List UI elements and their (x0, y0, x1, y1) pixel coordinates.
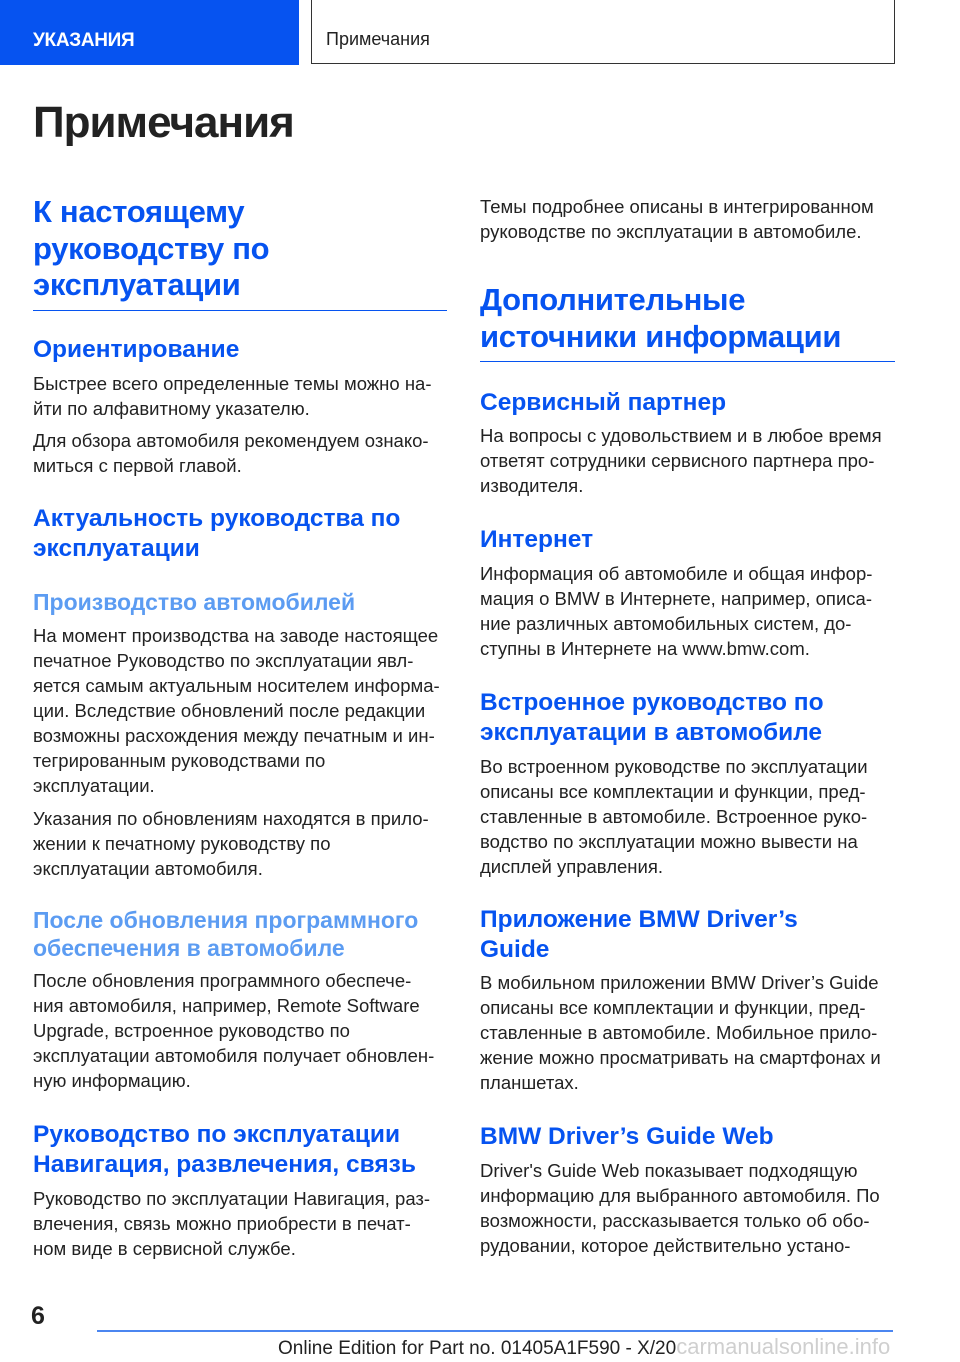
paragraph: В мобильном приложении BMW Driver’s Guide описаны все комплектации и функции, пред- ставленные в автомобиле. Мобильное прило- жение можно просматривать на смартфонах и планшетах. (480, 972, 881, 1093)
paragraph: На момент производства на заводе настоящее печатное Руководство по эксплуатации явл- яется самым актуальным носителем информа- ции. Вследствие обновлений после редакции возможны расхождения между печатным и ин- тегрированным руководствами по эксплуатации. (33, 625, 440, 796)
heading-actuality: Актуальность руководства по эксплуатации (33, 505, 401, 562)
heading-drivers-guide-app: Приложение BMW Driver’s Guide (480, 906, 798, 963)
paragraph: Информация об автомобиле и общая инфор- мация о BMW в Интернете, например, описа- ние различных автомобильных систем, до- ступны в Интернете на www.bmw.com. (480, 563, 873, 659)
footer-rule (97, 1330, 893, 1332)
heading-service-partner: Сервисный партнер (480, 389, 727, 416)
breadcrumb-label: Примечания (326, 29, 430, 49)
heading-rule (480, 361, 895, 362)
section-tab-label: УКАЗАНИЯ (33, 30, 135, 51)
heading-after-update: После обновления программного обеспечения в автомобиле (33, 907, 419, 961)
paragraph: Во встроенном руководстве по эксплуатации описаны все комплектации и функции, пред- ставленные в автомобиле. Встроенное руко- водство по эксплуатации можно вывести на дисплей управления. (480, 756, 868, 877)
watermark: carmanualsonline.info (676, 1334, 891, 1359)
heading-navigation-manual: Руководство по эксплуатации Навигация, развлечения, связь (33, 1121, 416, 1178)
heading-rule (33, 310, 447, 311)
paragraph: Темы подробнее описаны в интегрированном руководстве по эксплуатации в автомобиле. (480, 196, 874, 242)
breadcrumb (311, 0, 895, 64)
heading-internet: Интернет (480, 526, 594, 553)
paragraph: После обновления программного обеспече- ния автомобиля, например, Remote Software Upgrade, встроенное руководство по эксплуатации автомобиля получает обновлен- ную информацию. (33, 970, 435, 1091)
page-number: 6 (31, 1302, 45, 1330)
paragraph: Указания по обновлениям находятся в прило- жении к печатному руководству по эксплуатации автомобиля. (33, 808, 429, 879)
paragraph: Руководство по эксплуатации Навигация, раз- влечения, связь можно приобрести в печат- ном виде в сервисной службе. (33, 1188, 431, 1259)
heading-builtin-manual: Встроенное руководство по эксплуатации в автомобиле (480, 689, 824, 746)
paragraph: Driver's Guide Web показывает подходящую информацию для выбранного автомобиля. По возможности, рассказывается только об обо- рудовании, которое действительно устано- (480, 1160, 880, 1256)
section-manual (33, 194, 447, 311)
section-tab[interactable] (0, 0, 299, 65)
paragraph: Быстрее всего определенные темы можно на- йти по алфавитному указателю. (33, 373, 432, 419)
footer (278, 1334, 890, 1360)
heading-additional-sources: Дополнительные источники информации (480, 282, 842, 354)
heading-production: Производство автомобилей (33, 589, 356, 615)
edition-text: Online Edition for Part no. 01405A1F590 - X/20 (278, 1338, 677, 1359)
paragraph: На вопросы с удовольствием и в любое время ответят сотрудники сервисного партнера про- изводителя. (480, 425, 882, 496)
page-title: Примечания (33, 98, 294, 147)
heading-orientation: Ориентирование (33, 336, 240, 363)
paragraph: Для обзора автомобиля рекомендуем ознако- миться с первой главой. (33, 430, 429, 476)
heading-about-manual: К настоящему руководству по эксплуатации (33, 194, 270, 302)
heading-drivers-guide-web: BMW Driver’s Guide Web (480, 1123, 774, 1150)
section-sources (480, 282, 895, 362)
